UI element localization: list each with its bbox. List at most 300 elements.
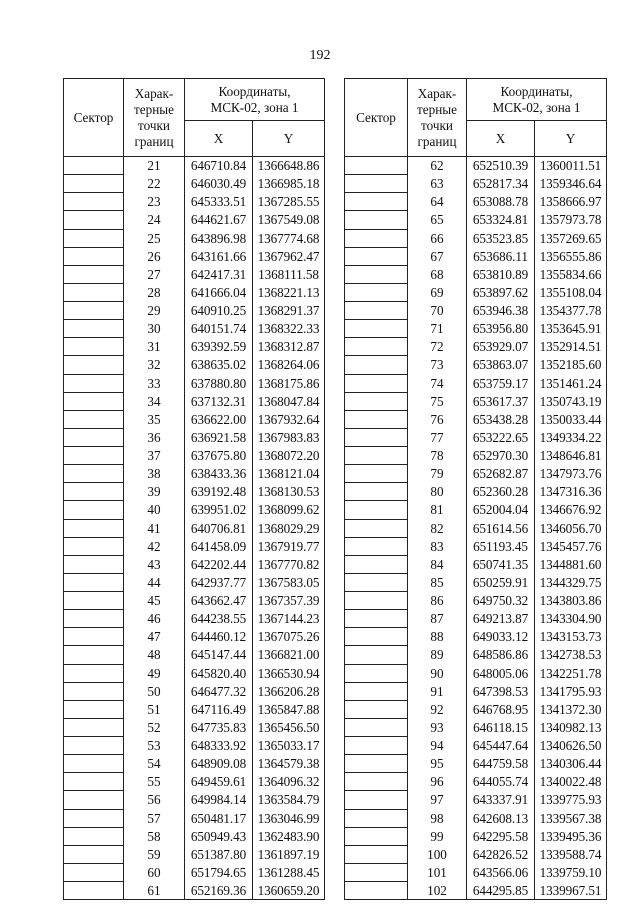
x-coordinate-cell: 645447.64 — [467, 737, 535, 755]
point-number-cell: 81 — [408, 501, 467, 519]
sector-cell — [64, 392, 124, 410]
table-row — [64, 193, 325, 211]
x-coordinate-cell: 650741.35 — [467, 555, 535, 573]
y-coordinate-cell: 1353645.91 — [535, 320, 607, 338]
point-number-cell: 32 — [124, 356, 185, 374]
header-sector: Сектор — [64, 79, 124, 157]
x-coordinate-cell: 649984.14 — [185, 791, 253, 809]
header-coords-line: МСК-02, зона 1 — [492, 99, 581, 115]
sector-cell — [64, 465, 124, 483]
point-number-cell: 72 — [408, 338, 467, 356]
y-coordinate-cell: 1365456.50 — [253, 718, 325, 736]
point-number-cell: 41 — [124, 519, 185, 537]
x-coordinate-cell: 653863.07 — [467, 356, 535, 374]
table-row — [345, 791, 607, 809]
point-number-cell: 91 — [408, 682, 467, 700]
x-coordinate-cell: 651614.56 — [467, 519, 535, 537]
table-row — [64, 519, 325, 537]
x-coordinate-cell: 649213.87 — [467, 610, 535, 628]
y-coordinate-cell: 1367549.08 — [253, 211, 325, 229]
table-body-left — [64, 157, 325, 900]
x-coordinate-cell: 642202.44 — [185, 555, 253, 573]
point-number-cell: 35 — [124, 410, 185, 428]
y-coordinate-cell: 1368111.58 — [253, 265, 325, 283]
y-coordinate-cell: 1358666.97 — [535, 193, 607, 211]
table-row — [64, 791, 325, 809]
y-coordinate-cell: 1340306.44 — [535, 755, 607, 773]
x-coordinate-cell: 650949.43 — [185, 827, 253, 845]
table-row — [345, 863, 607, 881]
sector-cell — [64, 211, 124, 229]
table-row — [64, 682, 325, 700]
y-coordinate-cell: 1360659.20 — [253, 882, 325, 900]
x-coordinate-cell: 642937.77 — [185, 573, 253, 591]
table-row — [64, 664, 325, 682]
point-number-cell: 59 — [124, 845, 185, 863]
y-coordinate-cell: 1364096.32 — [253, 773, 325, 791]
sector-cell — [64, 827, 124, 845]
point-number-cell: 30 — [124, 320, 185, 338]
y-coordinate-cell: 1356555.86 — [535, 247, 607, 265]
table-row — [345, 882, 607, 900]
table-row — [345, 845, 607, 863]
table-row — [345, 175, 607, 193]
header-points-line: терные — [417, 101, 457, 117]
point-number-cell: 42 — [124, 537, 185, 555]
y-coordinate-cell: 1344881.60 — [535, 555, 607, 573]
point-number-cell: 92 — [408, 700, 467, 718]
y-coordinate-cell: 1368221.13 — [253, 283, 325, 301]
x-coordinate-cell: 640706.81 — [185, 519, 253, 537]
y-coordinate-cell: 1342251.78 — [535, 664, 607, 682]
table-row — [64, 175, 325, 193]
table-row — [64, 863, 325, 881]
x-coordinate-cell: 651193.45 — [467, 537, 535, 555]
table-body-right — [345, 157, 607, 900]
sector-cell — [345, 573, 408, 591]
y-coordinate-cell: 1343803.86 — [535, 592, 607, 610]
x-coordinate-cell: 636622.00 — [185, 410, 253, 428]
sector-cell — [345, 157, 408, 175]
table-row — [64, 592, 325, 610]
sector-cell — [345, 338, 408, 356]
y-coordinate-cell: 1341372.30 — [535, 700, 607, 718]
table-row — [64, 247, 325, 265]
table-row — [345, 157, 607, 175]
y-coordinate-cell: 1349334.22 — [535, 428, 607, 446]
header-coordinates — [467, 79, 607, 121]
x-coordinate-cell: 637675.80 — [185, 447, 253, 465]
point-number-cell: 80 — [408, 483, 467, 501]
point-number-cell: 27 — [124, 265, 185, 283]
table-row — [64, 483, 325, 501]
y-coordinate-cell: 1368175.86 — [253, 374, 325, 392]
y-coordinate-cell: 1347316.36 — [535, 483, 607, 501]
y-coordinate-cell: 1340022.48 — [535, 773, 607, 791]
point-number-cell: 68 — [408, 265, 467, 283]
sector-cell — [345, 755, 408, 773]
point-number-cell: 102 — [408, 882, 467, 900]
x-coordinate-cell: 653897.62 — [467, 283, 535, 301]
sector-cell — [345, 882, 408, 900]
table-row — [345, 356, 607, 374]
table-row — [64, 573, 325, 591]
point-number-cell: 61 — [124, 882, 185, 900]
x-coordinate-cell: 653956.80 — [467, 320, 535, 338]
header-coordinates — [185, 79, 325, 121]
table-row — [64, 302, 325, 320]
x-coordinate-cell: 650481.17 — [185, 809, 253, 827]
y-coordinate-cell: 1366821.00 — [253, 646, 325, 664]
header-points-line: точки — [138, 117, 170, 133]
y-coordinate-cell: 1367075.26 — [253, 628, 325, 646]
table-row — [64, 428, 325, 446]
point-number-cell: 24 — [124, 211, 185, 229]
y-coordinate-cell: 1367774.68 — [253, 229, 325, 247]
sector-cell — [345, 265, 408, 283]
table-row — [345, 628, 607, 646]
table-row — [345, 302, 607, 320]
y-coordinate-cell: 1368099.62 — [253, 501, 325, 519]
header-points-line: границ — [134, 133, 174, 149]
x-coordinate-cell: 649750.32 — [467, 592, 535, 610]
point-number-cell: 71 — [408, 320, 467, 338]
x-coordinate-cell: 642826.52 — [467, 845, 535, 863]
sector-cell — [345, 302, 408, 320]
sector-cell — [345, 229, 408, 247]
table-row — [345, 827, 607, 845]
sector-cell — [64, 737, 124, 755]
y-coordinate-cell: 1367919.77 — [253, 537, 325, 555]
header-points-line: границ — [417, 133, 457, 149]
x-coordinate-cell: 646477.32 — [185, 682, 253, 700]
y-coordinate-cell: 1339567.38 — [535, 809, 607, 827]
header-coords-line: Координаты, — [218, 83, 291, 99]
point-number-cell: 47 — [124, 628, 185, 646]
x-coordinate-cell: 643161.66 — [185, 247, 253, 265]
y-coordinate-cell: 1339588.74 — [535, 845, 607, 863]
y-coordinate-cell: 1348646.81 — [535, 447, 607, 465]
point-number-cell: 88 — [408, 628, 467, 646]
sector-cell — [345, 283, 408, 301]
sector-cell — [345, 519, 408, 537]
x-coordinate-cell: 653438.28 — [467, 410, 535, 428]
sector-cell — [345, 465, 408, 483]
table-row — [345, 193, 607, 211]
point-number-cell: 55 — [124, 773, 185, 791]
y-coordinate-cell: 1360011.51 — [535, 157, 607, 175]
table-row — [345, 592, 607, 610]
sector-cell — [345, 374, 408, 392]
sector-cell — [345, 320, 408, 338]
point-number-cell: 73 — [408, 356, 467, 374]
x-coordinate-cell: 648909.08 — [185, 755, 253, 773]
table-row — [345, 664, 607, 682]
x-coordinate-cell: 641666.04 — [185, 283, 253, 301]
sector-cell — [64, 501, 124, 519]
point-number-cell: 84 — [408, 555, 467, 573]
table-row — [64, 356, 325, 374]
x-coordinate-cell: 652970.30 — [467, 447, 535, 465]
y-coordinate-cell: 1357269.65 — [535, 229, 607, 247]
x-coordinate-cell: 644621.67 — [185, 211, 253, 229]
point-number-cell: 60 — [124, 863, 185, 881]
table-row — [64, 737, 325, 755]
x-coordinate-cell: 651387.80 — [185, 845, 253, 863]
x-coordinate-cell: 648333.92 — [185, 737, 253, 755]
x-coordinate-cell: 638635.02 — [185, 356, 253, 374]
x-coordinate-cell: 650259.91 — [467, 573, 535, 591]
table-row — [64, 392, 325, 410]
sector-cell — [64, 791, 124, 809]
table-row — [345, 229, 607, 247]
y-coordinate-cell: 1368312.87 — [253, 338, 325, 356]
sector-cell — [64, 374, 124, 392]
table-row — [345, 465, 607, 483]
sector-cell — [64, 410, 124, 428]
x-coordinate-cell: 639951.02 — [185, 501, 253, 519]
sector-cell — [345, 737, 408, 755]
y-coordinate-cell: 1368130.53 — [253, 483, 325, 501]
point-number-cell: 28 — [124, 283, 185, 301]
y-coordinate-cell: 1355834.66 — [535, 265, 607, 283]
point-number-cell: 86 — [408, 592, 467, 610]
y-coordinate-cell: 1367932.64 — [253, 410, 325, 428]
x-coordinate-cell: 652004.04 — [467, 501, 535, 519]
y-coordinate-cell: 1350033.44 — [535, 410, 607, 428]
x-coordinate-cell: 637132.31 — [185, 392, 253, 410]
point-number-cell: 90 — [408, 664, 467, 682]
y-coordinate-cell: 1359346.64 — [535, 175, 607, 193]
y-coordinate-cell: 1354377.78 — [535, 302, 607, 320]
table-row — [64, 773, 325, 791]
point-number-cell: 22 — [124, 175, 185, 193]
sector-cell — [345, 809, 408, 827]
point-number-cell: 65 — [408, 211, 467, 229]
x-coordinate-cell: 644460.12 — [185, 628, 253, 646]
sector-cell — [64, 555, 124, 573]
table-row — [64, 646, 325, 664]
point-number-cell: 58 — [124, 827, 185, 845]
point-number-cell: 87 — [408, 610, 467, 628]
x-coordinate-cell: 645147.44 — [185, 646, 253, 664]
sector-cell — [345, 247, 408, 265]
point-number-cell: 52 — [124, 718, 185, 736]
x-coordinate-cell: 647116.49 — [185, 700, 253, 718]
point-number-cell: 64 — [408, 193, 467, 211]
x-coordinate-cell: 653324.81 — [467, 211, 535, 229]
point-number-cell: 57 — [124, 809, 185, 827]
sector-cell — [64, 265, 124, 283]
table-row — [345, 610, 607, 628]
point-number-cell: 95 — [408, 755, 467, 773]
y-coordinate-cell: 1367962.47 — [253, 247, 325, 265]
table-row — [345, 483, 607, 501]
table-row — [345, 682, 607, 700]
y-coordinate-cell: 1366206.28 — [253, 682, 325, 700]
table-row — [345, 447, 607, 465]
sector-cell — [345, 773, 408, 791]
header-points-line: Харак- — [134, 85, 174, 101]
sector-cell — [64, 610, 124, 628]
y-coordinate-cell: 1368291.37 — [253, 302, 325, 320]
point-number-cell: 79 — [408, 465, 467, 483]
x-coordinate-cell: 639392.59 — [185, 338, 253, 356]
x-coordinate-cell: 645820.40 — [185, 664, 253, 682]
y-coordinate-cell: 1362483.90 — [253, 827, 325, 845]
x-coordinate-cell: 652817.34 — [467, 175, 535, 193]
sector-cell — [345, 447, 408, 465]
point-number-cell: 75 — [408, 392, 467, 410]
point-number-cell: 96 — [408, 773, 467, 791]
sector-cell — [64, 483, 124, 501]
point-number-cell: 74 — [408, 374, 467, 392]
table-row — [64, 700, 325, 718]
sector-cell — [64, 882, 124, 900]
x-coordinate-cell: 639192.48 — [185, 483, 253, 501]
sector-cell — [345, 863, 408, 881]
point-number-cell: 23 — [124, 193, 185, 211]
sector-cell — [345, 501, 408, 519]
y-coordinate-cell: 1365033.17 — [253, 737, 325, 755]
sector-cell — [64, 592, 124, 610]
sector-cell — [345, 700, 408, 718]
sector-cell — [345, 610, 408, 628]
y-coordinate-cell: 1365847.88 — [253, 700, 325, 718]
sector-cell — [64, 338, 124, 356]
y-coordinate-cell: 1368264.06 — [253, 356, 325, 374]
y-coordinate-cell: 1363584.79 — [253, 791, 325, 809]
x-coordinate-cell: 648005.06 — [467, 664, 535, 682]
sector-cell — [64, 700, 124, 718]
header-boundary-points — [124, 79, 185, 157]
table-row — [345, 211, 607, 229]
x-coordinate-cell: 652682.87 — [467, 465, 535, 483]
point-number-cell: 70 — [408, 302, 467, 320]
table-row — [64, 809, 325, 827]
table-row — [345, 718, 607, 736]
sector-cell — [345, 718, 408, 736]
point-number-cell: 89 — [408, 646, 467, 664]
point-number-cell: 78 — [408, 447, 467, 465]
point-number-cell: 66 — [408, 229, 467, 247]
y-coordinate-cell: 1368072.20 — [253, 447, 325, 465]
table-row — [345, 537, 607, 555]
header-boundary-points — [408, 79, 467, 157]
y-coordinate-cell: 1346676.92 — [535, 501, 607, 519]
point-number-cell: 48 — [124, 646, 185, 664]
x-coordinate-cell: 649033.12 — [467, 628, 535, 646]
y-coordinate-cell: 1366648.86 — [253, 157, 325, 175]
point-number-cell: 76 — [408, 410, 467, 428]
sector-cell — [345, 193, 408, 211]
table-row — [64, 265, 325, 283]
x-coordinate-cell: 653810.89 — [467, 265, 535, 283]
point-number-cell: 63 — [408, 175, 467, 193]
x-coordinate-cell: 641458.09 — [185, 537, 253, 555]
point-number-cell: 49 — [124, 664, 185, 682]
y-coordinate-cell: 1367144.23 — [253, 610, 325, 628]
point-number-cell: 31 — [124, 338, 185, 356]
x-coordinate-cell: 643896.98 — [185, 229, 253, 247]
y-coordinate-cell: 1361897.19 — [253, 845, 325, 863]
table-row — [345, 737, 607, 755]
sector-cell — [64, 320, 124, 338]
table-row — [64, 465, 325, 483]
sector-cell — [64, 646, 124, 664]
table-row — [64, 447, 325, 465]
point-number-cell: 34 — [124, 392, 185, 410]
table-row — [64, 157, 325, 175]
x-coordinate-cell: 653523.85 — [467, 229, 535, 247]
point-number-cell: 77 — [408, 428, 467, 446]
sector-cell — [345, 392, 408, 410]
x-coordinate-cell: 644055.74 — [467, 773, 535, 791]
x-coordinate-cell: 644238.55 — [185, 610, 253, 628]
sector-cell — [345, 592, 408, 610]
x-coordinate-cell: 652360.28 — [467, 483, 535, 501]
table-row — [345, 501, 607, 519]
x-coordinate-cell: 640910.25 — [185, 302, 253, 320]
y-coordinate-cell: 1364579.38 — [253, 755, 325, 773]
x-coordinate-cell: 652169.36 — [185, 882, 253, 900]
sector-cell — [345, 791, 408, 809]
y-coordinate-cell: 1339495.36 — [535, 827, 607, 845]
sector-cell — [64, 664, 124, 682]
table-row — [64, 827, 325, 845]
x-coordinate-cell: 653222.65 — [467, 428, 535, 446]
header-x: X — [467, 121, 535, 157]
point-number-cell: 97 — [408, 791, 467, 809]
table-row — [64, 211, 325, 229]
header-points-line: терные — [134, 101, 174, 117]
y-coordinate-cell: 1357973.78 — [535, 211, 607, 229]
table-row — [64, 845, 325, 863]
x-coordinate-cell: 636921.58 — [185, 428, 253, 446]
point-number-cell: 39 — [124, 483, 185, 501]
table-row — [64, 537, 325, 555]
point-number-cell: 51 — [124, 700, 185, 718]
sector-cell — [64, 628, 124, 646]
table-row — [64, 338, 325, 356]
table-row — [64, 718, 325, 736]
sector-cell — [64, 302, 124, 320]
x-coordinate-cell: 647398.53 — [467, 682, 535, 700]
table-row — [64, 283, 325, 301]
x-coordinate-cell: 642608.13 — [467, 809, 535, 827]
x-coordinate-cell: 640151.74 — [185, 320, 253, 338]
point-number-cell: 98 — [408, 809, 467, 827]
sector-cell — [345, 483, 408, 501]
point-number-cell: 37 — [124, 447, 185, 465]
sector-cell — [64, 447, 124, 465]
sector-cell — [64, 157, 124, 175]
x-coordinate-cell: 638433.36 — [185, 465, 253, 483]
sector-cell — [345, 555, 408, 573]
table-row — [345, 519, 607, 537]
x-coordinate-cell: 653759.17 — [467, 374, 535, 392]
table-row — [64, 628, 325, 646]
point-number-cell: 85 — [408, 573, 467, 591]
table-row — [345, 320, 607, 338]
table-row — [64, 410, 325, 428]
table-row — [345, 555, 607, 573]
y-coordinate-cell: 1367285.55 — [253, 193, 325, 211]
x-coordinate-cell: 653929.07 — [467, 338, 535, 356]
point-number-cell: 93 — [408, 718, 467, 736]
sector-cell — [64, 682, 124, 700]
table-row — [345, 247, 607, 265]
